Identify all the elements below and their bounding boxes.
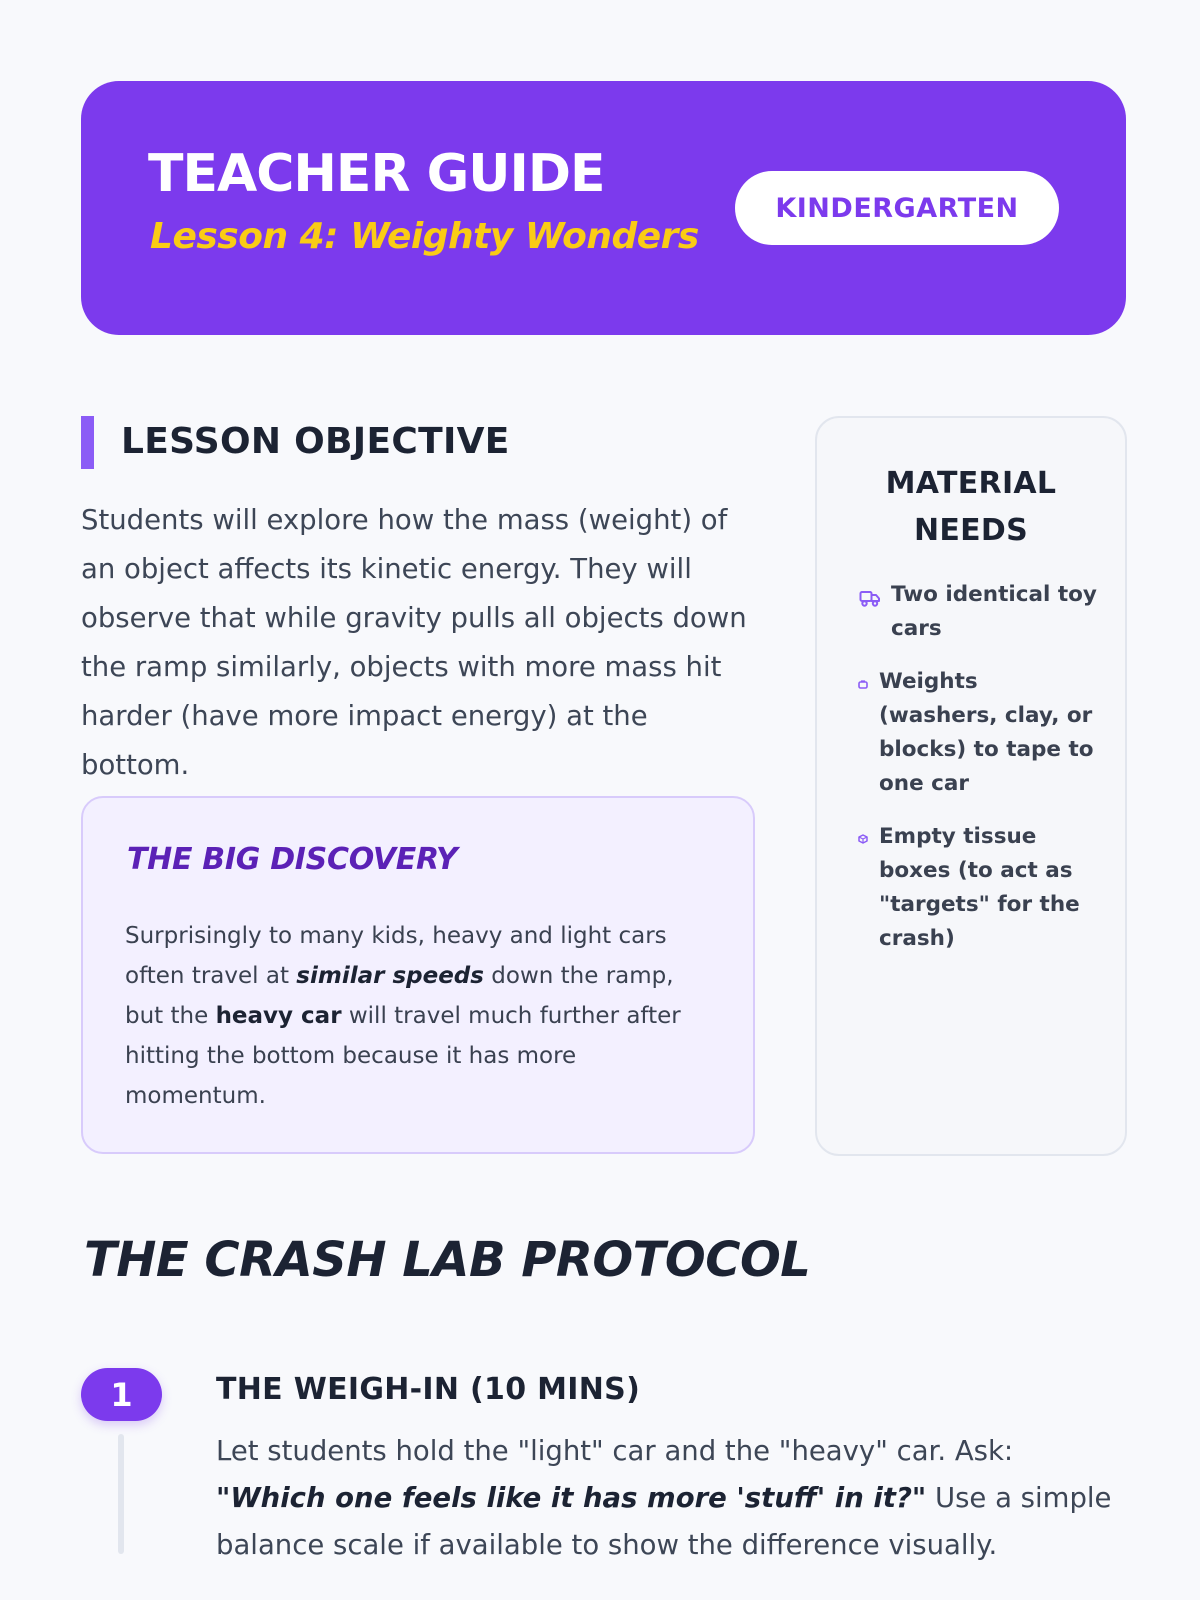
materials-panel	[815, 416, 1127, 1156]
material-item-line: Two identical toy	[891, 582, 1097, 607]
protocol-heading: THE CRASH LAB PROTOCOL	[84, 1232, 811, 1288]
discovery-text-part: Surprisingly to many kids, heavy and light cars often travel at	[125, 923, 667, 989]
discovery-text	[125, 916, 715, 1116]
materials-heading-line: NEEDS	[913, 513, 1029, 548]
step-text-part: Use a simple balance scale if available to show the difference visually.	[216, 1482, 1112, 1561]
material-item-line: boxes (to act as	[879, 858, 1073, 883]
materials-heading-line: MATERIAL	[885, 466, 1057, 501]
discovery-callout	[81, 796, 755, 1154]
material-item-line: blocks) to tape to	[879, 737, 1094, 762]
box-icon	[858, 834, 868, 844]
material-item-line: one car	[879, 771, 969, 796]
truck-icon	[859, 589, 881, 607]
step-text-part: Let students hold the "light" car and the "heavy" car. Ask:	[216, 1435, 1014, 1467]
material-item	[879, 665, 1094, 801]
materials-heading	[817, 460, 1125, 554]
material-item	[891, 578, 1097, 646]
header-banner	[81, 81, 1126, 335]
step-connector-line	[118, 1434, 124, 1554]
grade-badge: KINDERGARTEN	[735, 171, 1059, 245]
discovery-text-part: down the ramp, but the	[125, 963, 674, 1029]
material-item	[879, 820, 1080, 956]
material-item-line: Weights	[879, 669, 978, 694]
material-item-line: cars	[891, 616, 942, 641]
material-item-line: crash)	[879, 926, 955, 951]
step-quote: "Which one feels like it has more 'stuff' in it?"	[216, 1482, 927, 1514]
material-item-line: (washers, clay, or	[879, 703, 1093, 728]
weight-icon	[858, 680, 868, 689]
step-number-badge: 1	[81, 1368, 162, 1421]
material-item-line: Empty tissue	[879, 824, 1037, 849]
material-item-line: "targets" for the	[879, 892, 1080, 917]
discovery-emphasis: similar speeds	[296, 963, 484, 989]
discovery-heading: THE BIG DISCOVERY	[127, 842, 458, 877]
objective-accent-bar	[81, 416, 94, 469]
objective-heading: LESSON OBJECTIVE	[121, 421, 510, 462]
step-text	[216, 1428, 1126, 1569]
guide-title: TEACHER GUIDE	[148, 144, 605, 204]
objective-text: Students will explore how the mass (weight) of an object affects its kinetic energy. They will observe that while gravity pulls all objects down the ramp similarly, objects with more mass hit harder (have more impact energy) at the bottom.	[81, 504, 747, 781]
discovery-text-part: will travel much further after hitting the bottom because it has more momentum.	[125, 1003, 681, 1109]
lesson-subtitle: Lesson 4: Weighty Wonders	[150, 216, 699, 257]
step-title: THE WEIGH-IN (10 MINS)	[216, 1372, 641, 1407]
discovery-strong: heavy car	[215, 1003, 342, 1029]
